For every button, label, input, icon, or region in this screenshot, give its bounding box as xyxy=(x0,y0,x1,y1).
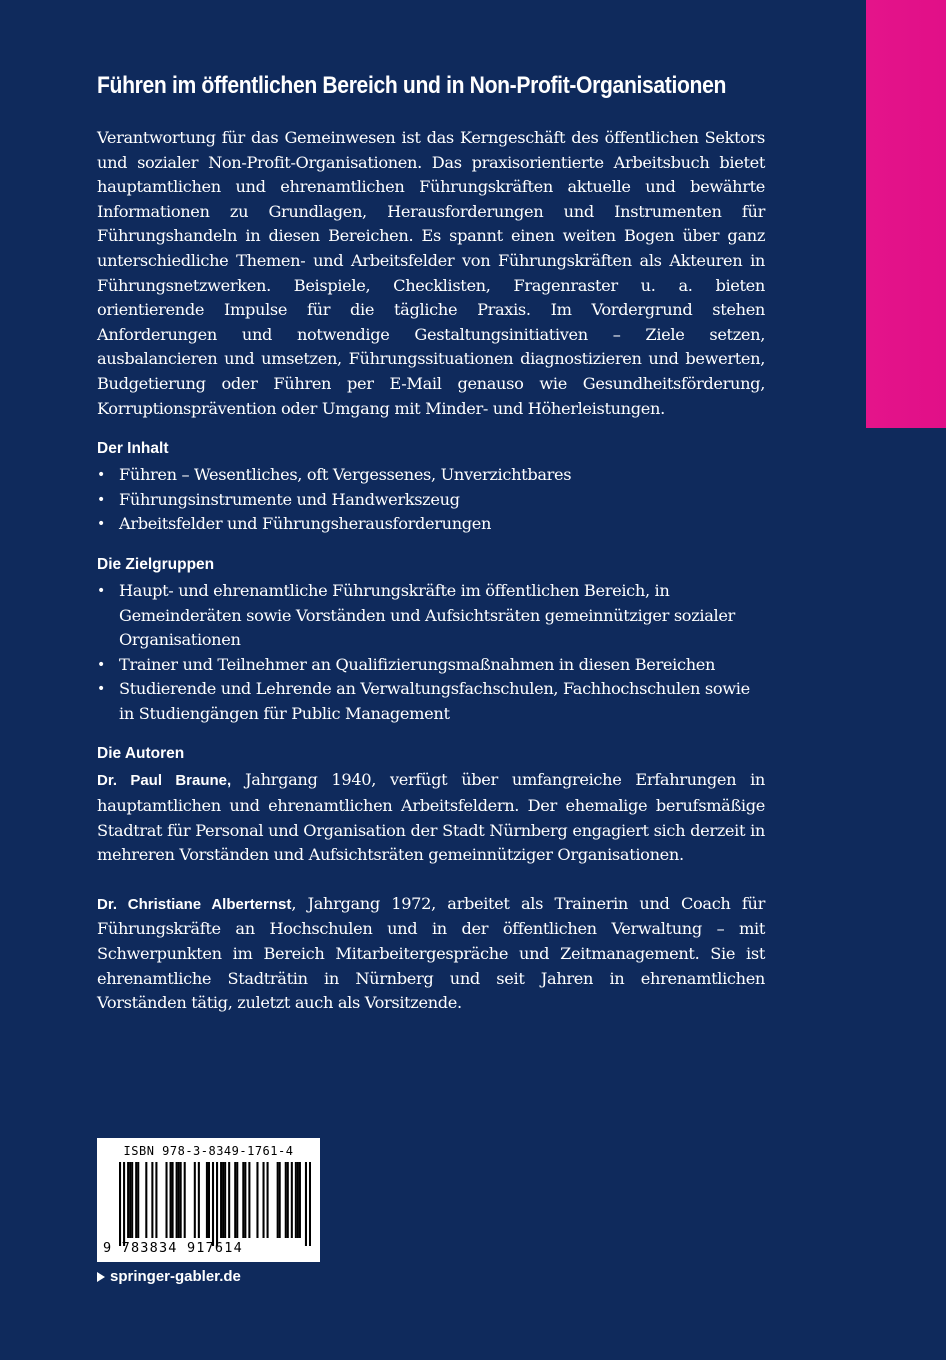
barcode-bar xyxy=(236,1162,238,1238)
publisher-url: springer-gabler.de xyxy=(110,1268,241,1285)
isbn-label: ISBN 978-3-8349-1761-4 xyxy=(123,1144,294,1158)
list-item: • Studierende und Lehrende an Verwaltungsfachschulen, Fachhochschulen sowie in Studiengängen für Public Management xyxy=(97,677,765,726)
barcode-bar xyxy=(123,1162,125,1246)
barcode-bar xyxy=(248,1162,250,1238)
book-title: Führen im öffentlichen Bereich und in Non-Profit-Organisationen xyxy=(97,72,727,99)
list-item: • Führungsinstrumente und Handwerkszeug xyxy=(97,488,765,513)
inhalt-list xyxy=(97,463,765,537)
barcode-bar xyxy=(198,1162,200,1238)
barcode-bar xyxy=(208,1162,210,1238)
barcode-bar xyxy=(256,1162,258,1238)
author-text-braune: Jahrgang 1940, verfügt über umfangreiche Erfahrungen in hauptamtlichen und ehrenamtlichen Arbeitsfeldern. Der ehemalige berufsmäßige Stadtrat für Personal und Organisation der Stadt Nürnberg engagiert sich derzeit in mehreren Vorständen und Aufsichtsräten gemeinnütziger Organisationen. xyxy=(97,770,766,865)
cover-text-content xyxy=(97,68,765,1016)
author-name-braune: Dr. Paul Braune, xyxy=(97,772,232,790)
section-heading-inhalt: Der Inhalt xyxy=(97,440,169,458)
arrow-right-icon xyxy=(97,1272,105,1282)
barcode-bar xyxy=(287,1162,289,1238)
publisher-link[interactable] xyxy=(97,1266,241,1288)
list-item: • Führen – Wesentliches, oft Vergessenes, Unverzichtbares xyxy=(97,463,765,488)
magenta-accent-bar xyxy=(866,0,946,428)
barcode-bar xyxy=(285,1162,287,1238)
barcode-bar xyxy=(176,1162,178,1238)
barcode-bar xyxy=(305,1162,307,1246)
barcode-bar xyxy=(145,1162,147,1238)
list-item: • Haupt- und ehrenamtliche Führungskräfte im öffentlichen Bereich, in Gemeinderäten sowie Vorständen und Aufsichtsräten gemeinnütziger sozialer Organisationen xyxy=(97,579,765,653)
barcode-bar xyxy=(151,1162,153,1238)
barcode-digits: 9 783834 917614 xyxy=(103,1240,243,1256)
barcode-bar xyxy=(224,1162,226,1238)
barcode-bar xyxy=(220,1162,222,1238)
barcode-bar xyxy=(119,1162,121,1246)
barcode-bar xyxy=(295,1162,297,1238)
barcode-bar xyxy=(170,1162,172,1238)
barcode-bar xyxy=(137,1162,139,1238)
barcode-bar xyxy=(244,1162,246,1238)
barcode-bar xyxy=(279,1162,281,1238)
barcode-bar xyxy=(131,1162,133,1238)
author-text-alberternst: , Jahrgang 1972, arbeitet als Trainerin und Coach für Führungskräfte an Hochschulen und in der öffentlichen Verwaltung – mit Schwerpunkten im Bereich Mitarbeitergespräche und Zeitmanagement. Sie ist ehrenamtliche Stadträtin in Nürnberg und seit Jahren in ehrenamtlichen Vorständen tätig, zuletzt auch als Vorsitzende. xyxy=(97,893,765,1013)
barcode-bar xyxy=(194,1162,196,1238)
barcode-bar xyxy=(165,1162,167,1238)
barcode-bar xyxy=(129,1162,131,1238)
barcode-bar xyxy=(228,1162,230,1238)
barcode-bar xyxy=(309,1162,311,1246)
barcode-bar xyxy=(267,1162,269,1238)
barcode-bar xyxy=(216,1162,218,1246)
section-heading-zielgruppen: Die Zielgruppen xyxy=(97,555,215,573)
isbn-barcode xyxy=(97,1138,320,1262)
barcode-bar xyxy=(180,1162,182,1238)
barcode-bar xyxy=(262,1162,264,1238)
barcode-bars-icon xyxy=(119,1162,311,1246)
section-heading-autoren: Die Autoren xyxy=(97,745,185,763)
list-item: • Trainer und Teilnehmer an Qualifizierungsmaßnahmen in diesen Bereichen xyxy=(97,653,765,678)
barcode-bar xyxy=(222,1162,224,1238)
barcode-bar xyxy=(206,1162,208,1238)
author-name-alberternst: Dr. Christiane Alberternst xyxy=(97,895,292,913)
barcode-bar xyxy=(234,1162,236,1238)
barcode-bar xyxy=(297,1162,299,1238)
zielgruppen-list xyxy=(97,579,765,727)
barcode-bar xyxy=(184,1162,186,1238)
barcode-bar xyxy=(291,1162,293,1238)
barcode-bar xyxy=(299,1162,301,1238)
author-bio-alberternst xyxy=(97,892,765,1016)
barcode-bar xyxy=(178,1162,180,1238)
barcode-bar xyxy=(212,1162,214,1246)
intro-paragraph: Verantwortung für das Gemeinwesen ist das Kerngeschäft des öffentlichen Sektors und sozialer Non-Profit-Organisationen. Das praxisorientierte Arbeitsbuch bietet hauptamtlichen und ehrenamtlichen Führungskräften aktuelle und bewährte Informationen zu Grundlagen, Herausforderungen und Instrumenten für Führungshandeln in diesen Bereichen. Es spannt einen weiten Bogen über ganz unterschiedliche Themen- und Arbeitsfelder von Führungskräften als Akteuren in Führungsnetzwerken. Beispiele, Checklisten, Fragenraster u. a. bieten orientierende Impulse für die tägliche Praxis. Im Vordergrund stehen Anforderungen und notwendige Gestaltungsinitiativen – Ziele setzen, ausbalancieren und umsetzen, Führungssituationen diagnostizieren und bewerten, Budgetierung oder Führen per E-Mail genauso wie Gesundheitsförderung, Korruptionsprävention oder Umgang mit Minder- und Höherleistungen. xyxy=(97,128,765,418)
barcode-bar xyxy=(127,1162,129,1238)
barcode-bar xyxy=(277,1162,279,1238)
barcode-bar xyxy=(155,1162,157,1238)
author-bio-braune xyxy=(97,768,765,867)
list-item: • Arbeitsfelder und Führungsherausforderungen xyxy=(97,512,765,537)
barcode-bar xyxy=(242,1162,244,1238)
barcode-bar xyxy=(172,1162,174,1238)
barcode-bar xyxy=(135,1162,137,1238)
